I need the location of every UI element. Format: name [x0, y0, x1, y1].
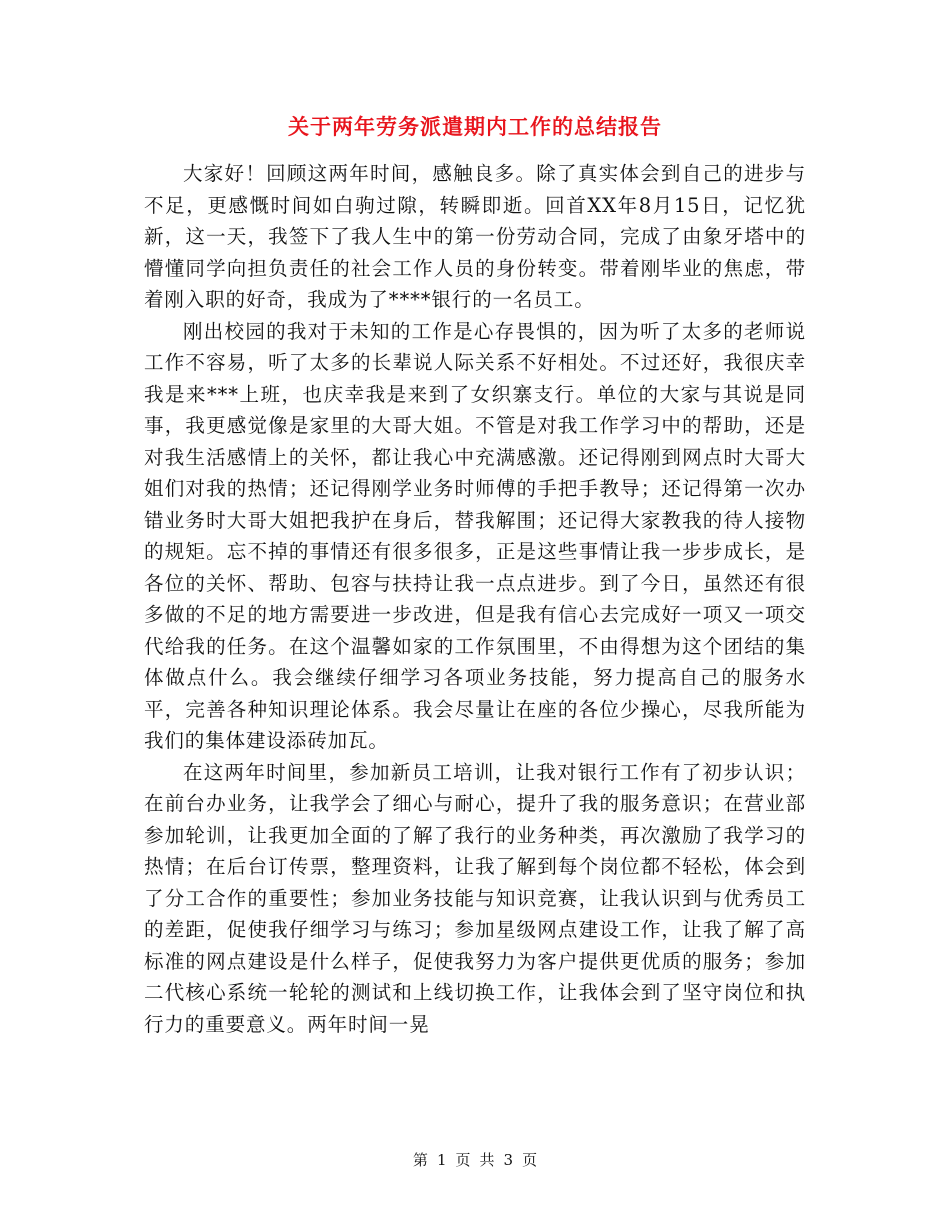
paragraph-2: 刚出校园的我对于未知的工作是心存畏惧的，因为听了太多的老师说工作不容易，听了太多的长辈说人际关系不好相处。不过还好，我很庆幸我是来***上班，也庆幸我是来到了女织寨支行。单位的大家与其说是同事，我更感觉像是家里的大哥大姐。不管是对我工作学习中的帮助，还是对我生活感情上的关怀，都让我心中充满感激。还记得刚到网点时大哥大姐们对我的热情；还记得刚学业务时师傅的手把手教导；还记得第一次办错业务时大哥大姐把我护在身后，替我解围；还记得大家教我的待人接物的规矩。忘不掉的事情还有很多很多，正是这些事情让我一步步成长，是各位的关怀、帮助、包容与扶持让我一点点进步。到了今日，虽然还有很多做的不足的地方需要进一步改进，但是我有信心去完成好一项又一项交代给我的任务。在这个温馨如家的工作氛围里，不由得想为这个团结的集体做点什么。我会继续仔细学习各项业务技能，努力提高自己的服务水平，完善各种知识理论体系。我会尽量让在座的各位少操心，尽我所能为我们的集体建设添砖加瓦。 [144, 319, 806, 752]
footer-total-prefix: 共 [479, 1151, 495, 1169]
page-footer [0, 1150, 950, 1170]
footer-prefix: 第 [412, 1151, 428, 1169]
footer-total-suffix: 页 [522, 1151, 538, 1169]
footer-current-page: 1 [436, 1151, 447, 1169]
document-title: 关于两年劳务派遣期内工作的总结报告 [288, 114, 662, 139]
footer-total-pages: 3 [503, 1151, 514, 1169]
paragraph-1: 大家好！回顾这两年时间，感触良多。除了真实体会到自己的进步与不足，更感慨时间如白驹过隙，转瞬即逝。回首XX年8月15日，记忆犹新，这一天，我签下了我人生中的第一份劳动合同，完成了由象牙塔中的懵懂同学向担负责任的社会工作人员的身份转变。带着刚毕业的焦虑，带着刚入职的好奇，我成为了****银行的一名员工。 [144, 162, 806, 311]
paragraph-3: 在这两年时间里，参加新员工培训，让我对银行工作有了初步认识；在前台办业务，让我学会了细心与耐心，提升了我的服务意识；在营业部参加轮训，让我更加全面的了解了我行的业务种类，再次激励了我学习的热情；在后台订传票，整理资料，让我了解到每个岗位都不轻松，体会到了分工合作的重要性；参加业务技能与知识竞赛，让我认识到与优秀员工的差距，促使我仔细学习与练习；参加星级网点建设工作，让我了解了高标准的网点建设是什么样子，促使我努力为客户提供更优质的服务；参加二代核心系统一轮轮的测试和上线切换工作，让我体会到了坚守岗位和执行力的重要意义。两年时间一晃 [144, 760, 806, 1036]
footer-page-word: 页 [455, 1151, 471, 1169]
document-body [144, 158, 806, 1040]
